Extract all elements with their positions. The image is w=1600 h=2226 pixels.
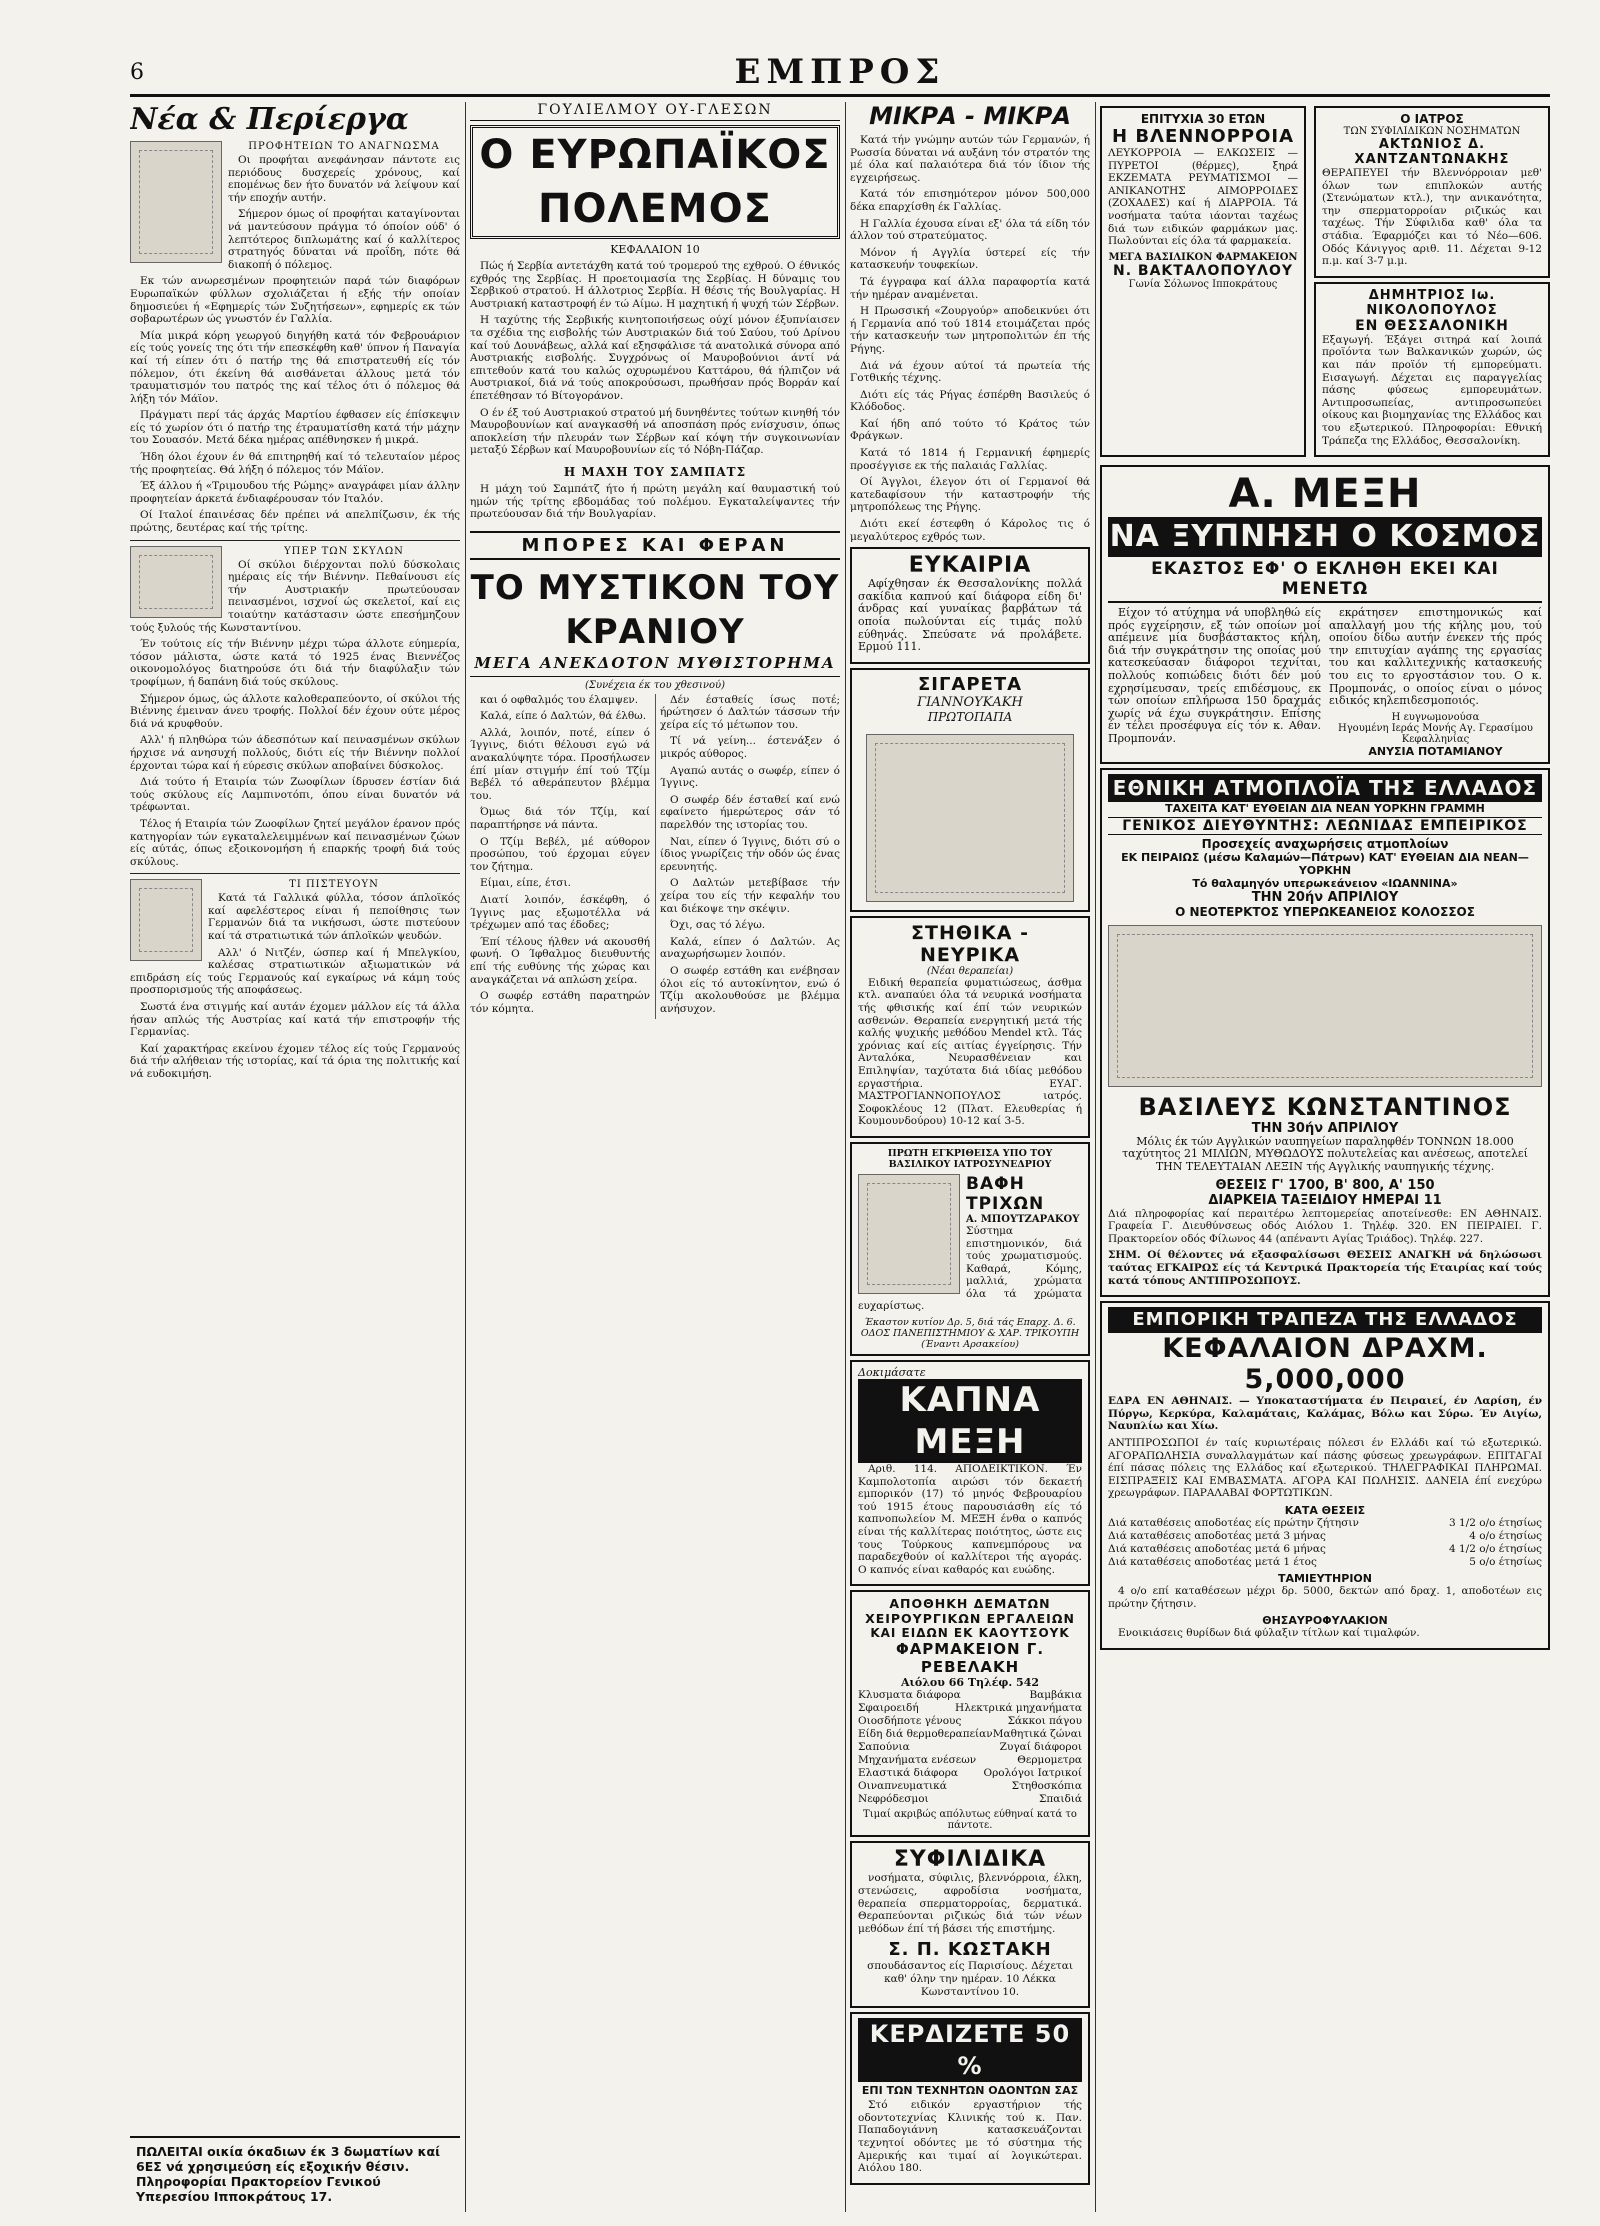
column-divider	[465, 102, 466, 2212]
story-subtitle: ΜΕΓΑ ΑΝΕΚΔΟΤΟΝ ΜΥΘΙΣΤΟΡΗΜΑ	[470, 654, 840, 677]
product-left: Ελαστικά διάφορα	[858, 1767, 958, 1780]
article-paragraph: Διότι είς τάς Ρήγας έσπέρθη Βασιλεύς ό Κλόδοδος.	[850, 388, 1090, 414]
ad-title: ΣΥΦΙΛΙΔΙΚΑ	[893, 1847, 1047, 1873]
deposit-row	[1108, 1543, 1542, 1556]
product-left: Οιναπνευματικά	[858, 1780, 947, 1793]
product-row	[858, 1715, 1082, 1728]
ad-tagline: ΠΡΩΤΟΠΑΠΑ	[927, 709, 1013, 724]
testimonial-left: Είχον τό ατύχημα νά υποβληθώ είς πρός εγχείρησιν, εξ τών οποίων μοί απέμεινε μία δυσβάστακτος κήλη, διά τήν συγκράτησιν της οποίας μού κατεσκεύασαν διάφοροι τεχνίται, πολλούς κοπιώδεις διότι δέν μού εχρησίμευσαν, τρείς επιδέσμους, εκ τών οποίων επλήρωσα 150 δραχμάς χωρίς νά έχω συγκράτησιν. Επίσης έν τέλει προσέφυγα είς τόν κ. Αθαν. Προμπονάν.	[1108, 606, 1321, 746]
dog-illustration	[130, 546, 222, 618]
product-left: Είδη διά θερμοθεραπείαν	[858, 1728, 993, 1741]
story-title: ΤΟ ΜΥΣΤΙΚΟΝ ΤΟΥ ΚΡΑΝΙΟΥ	[470, 567, 840, 652]
article-paragraph: Κατά τό 1814 ή Γερμανική έφημερίς προσέγγισε εκ τής παλαιάς Γαλλίας.	[850, 447, 1090, 472]
signature-line: Η ευγνωμονούσα	[1391, 711, 1480, 723]
ad-title: ΚΕΡΔΙΖΕΤΕ 50 %	[858, 2018, 1082, 2082]
article-paragraph: Διά τούτο ή Εταιρία τών Ζωοφίλων ίδρυσεν έστίαν διά τούς σκύλους είς Λαμπινοτόπι, όπου είναι δυνατόν νά τρέφωνται.	[130, 776, 460, 814]
product-right: Ορολόγοι Ιατρικοί	[983, 1767, 1082, 1780]
chest-nervous-ad	[850, 916, 1090, 1138]
ad-body: Αριθ. 114. ΑΠΟΔΕΙΚΤΙΚΟΝ. Έν Καμπολοτοπία αιρώσι τόν δεκαετή εμπορικόν (17) τό μηνός Φεβρουαρίου τού 1915 έτους παρουσιάσθη είς τό καπνοπωλείον Μ. ΜΕΞΗ ένθα ο καπνός είναι τής καλλίτερας ποιότητος, ώστε εις τους Τούρκους καπνεμπόρους να παραδεχθούν οί καλλίτεροι τής αγοράς. Ο καπνός είναι καθαρός και ευώδης.	[858, 1463, 1082, 1576]
story-body	[470, 694, 840, 1020]
product-right: Θερμομετρα	[1017, 1754, 1082, 1767]
ad-footer: Έκαστον κυτίον Δρ. 5, διά τάς Επαρχ. Δ. 6. ΟΔΟΣ ΠΑΝΕΠΙΣΤΗΜΙΟΥ & ΧΑΡ. ΤΡΙΚΟΥΠΗ (Έναντι Αρσακείου)	[860, 1317, 1080, 1351]
column-european-war	[470, 102, 840, 2212]
story-paragraph: Καλά, είπε ό Δαλτών, θά έλθω.	[480, 710, 647, 723]
column-divider	[1095, 102, 1096, 2212]
article-heading: ΥΠΕΡ ΤΩΝ ΣΚΥΛΩΝ	[284, 545, 404, 557]
article-paragraph: Η ταχύτης τής Σερβικής κινητοποιήσεως ούχί μόνον έξυπνίαισεν τα σχέδια της εισβολής τών Αυστριακών διά τού Σαύου, τού Δρίνου καί τού Δουνάβεως, αλλά καί εξησφάλισε τά ανατολικά σύνορα από Αυστριακής εισβολής. Συγχρόνως οί Μαυροβούνιοι άντί νά επιτεθούν κατά του καλώς οχυρωμένου Καττάρου, θά ήλπιζον νά Αυστριακοί, διά νά τούς αποκρούσωσι, πρωθήσαν πρός Βορράν καί έπετέθησαν τό Βίτογοράνον.	[470, 314, 840, 402]
section-title: ΜΙΚΡΑ - ΜΙΚΡΑ	[869, 102, 1071, 130]
ad-body: ΘΕΡΑΠΕΥΕΙ τήν Βλεννόρροιαν μεθ' όλων των επιπλοκών αυτής (Στενώματων κτλ.), την ανικανότητα, την σπερματορροίαν ριζικώς και ταχέως. Τήν Σύφιλιδα καθ' όλα τα στάδια. Έφαρμόζει και τό Νέο—606. Οδός Κάνιγγος αριθ. 11. Δέχεται 9-12 π.μ. καί 3-7 μ.μ.	[1322, 167, 1542, 268]
ad-address: Γωνία Σόλωνος Ιπποκράτους	[1128, 278, 1278, 290]
story-paragraph: Ο σωφέρ εστάθη και ενέβησαν όλοι είς τό αυτοκίνητον, ενώ ό Τζίμ ακολουθούσε με βλέμμα ανήσυχον.	[660, 964, 840, 1015]
ship-departure: ΤΗΝ 30ήν ΑΠΡΙΛΙΟΥ	[1251, 1120, 1399, 1136]
article-paragraph: Διότι εκεί έστεφθη ό Κάρολος τις ό μεγαλύτερος εχθρός των.	[850, 518, 1090, 543]
testimonial-body	[1108, 607, 1542, 758]
ad-footer: Τιμαί ακριβώς απόλυτως εύθηναί κατά το πάντοτε.	[863, 1809, 1077, 1832]
article-paragraph: Αλλ' ή πληθώρα τών άδεσπότων καί πεινασμένων σκύλων ήρχισε νά ανησυχή πολλούς, διότι είς τήν Βιέννην πολλοί έρχονται τώρα καί ή εύρεσις σκύλων αποβαίνει δύσκολος.	[130, 734, 460, 772]
product-left: Μηχανήματα ενέσεων	[858, 1754, 977, 1767]
ad-body: Αφίχθησαν έκ Θεσσαλονίκης πολλά σακίδια καπνού καί διάφορα είδη δι' άνδρας καί γυναίκας βαρβάτων τά οποία πωλούνται είς τιμάς πολύ εύθηνάς. Σπεύσατε νά προλάβετε. Ερμού 111.	[858, 577, 1082, 654]
page-number: 6	[130, 60, 144, 85]
ad-title: ΝΑ ΞΥΠΝΗΣΗ Ο ΚΟΣΜΟΣ	[1108, 517, 1542, 557]
ad-line: Τό θαλαμηγόν υπερωκεάνειον «ΙΩΑΝΝΙΝΑ»	[1192, 876, 1458, 890]
ad-address: Αιόλου 66 Τηλέφ. 542	[901, 1676, 1039, 1690]
savings-body: 4 ο/ο επί καταθέσεων μέχρι δρ. 5000, δεκτών από δραχ. 1, αποδοτέων εις πρώτην ζήτησιν.	[1108, 1584, 1542, 1610]
product-row	[858, 1728, 1082, 1741]
article-paragraph: Οί Άγγλοι, έλεγον ότι οί Γερμανοί θά κατεδαφίσουν τήν καταστροφήν τής μητροπόλεως της Ρήγης.	[850, 476, 1090, 514]
doctor-ad	[1314, 106, 1550, 278]
serial-title: Ο ΕΥΡΩΠΑΪΚΟΣ ΠΟΛΕΜΟΣ	[470, 125, 840, 239]
ad-doctor: ΑΚΤΩΝΙΟΣ Δ. ΧΑΝΤΖΑΝΤΩΝΑΚΗΣ	[1354, 137, 1510, 167]
ad-body: Σύστημα επιστημονικόν, διά τούς χρωματισμούς. Καθαρά, Κόμης, μαλλιά, χρώματα όλα τά χρώματα ευχαρίστως.	[858, 1224, 1082, 1313]
article-paragraph: Πώς ή Σερβία αντετάχθη κατά τού τρομερού της εχθρού. Ο έθνικός εχθρός της Σερβίας. Η προετοιμασία της Σερβίας. Η δύναμις του Σερβικού στρατού. Η άλλοτριος Σερβία. Η θέσις τής Βουλγαρίας. Η Αυστριακή καταστροφή έν τώ Αίμω. Η μαχητική ή ψυχή τών Σέρβων.	[470, 260, 840, 310]
article-paragraph: Σήμερον όμως οί προφήται καταγίνονται νά μαντεύσουν πράγμα τό όποίον ούδ' ό λεπτότερος διπλωμάτης καί ό καλλίτερος στρατηγός δύναται νά προΐδη, πότε θά διακοπή ό πόλεμος.	[228, 208, 460, 271]
dental-ad	[850, 2012, 1090, 2185]
hair-dye-ad	[850, 1142, 1090, 1356]
ad-subtitle: ΕΚΑΣΤΟΣ ΕΦ' Ο ΕΚΛΗΘΗ ΕΚΕΙ ΚΑΙ ΜΕΝΕΤΩ	[1108, 557, 1542, 603]
bank-ad	[1100, 1301, 1550, 1650]
deposit-rate: 3 1/2 ο/ο έτησίως	[1448, 1516, 1542, 1529]
story-paragraph: Ο σωφέρ δέν έσταθεί καί ενώ εφαίνετο ήμερώτερος σάν τό παρελθόν της ιστορίας του.	[660, 793, 840, 832]
story-paragraph: Ο Δαλτών μετεβίβασε τήν χείρα του είς τήν κεφαλήν του και διέκοψε την σκέψιν.	[660, 877, 840, 915]
ad-seller: ΜΕΓΑ ΒΑΣΙΛΙΚΟΝ ΦΑΡΜΑΚΕΙΟΝ	[1108, 251, 1298, 263]
article-paragraph: Κατά τόν επισημότερον μόνον 500,000 δέκα επαρχίσθη έκ Γαλλίας.	[850, 188, 1090, 213]
ad-brand: ΓΙΑΝΝΟΥΚΑΚΗ	[917, 694, 1023, 710]
divider	[130, 873, 460, 874]
column-divider	[845, 102, 846, 2212]
article-paragraph: Καί ήδη από τούτο τό Κράτος τών Φράγκων.	[850, 417, 1090, 443]
ad-subtitle: ΕΠΙ ΤΩΝ ΤΕΧΝΗΤΩΝ ΟΔΟΝΤΩΝ ΣΑΣ	[861, 2084, 1079, 2098]
smokers-illustration	[866, 734, 1074, 902]
article-paragraph: Ο έν έξ τού Αυστριακού στρατού μή δυνηθέντες τούτων κινηθή τόν Μαυροβουνίων καί αναγκασθή νά αποσπάση πρός ενίσχυσιν, όπως αποκλείση τήν πλευράν των Σέρβων καί κόψη τήν συγκοινωνίαν μεταξύ Σέρβων καί Μαυροβουνίων είς τό Νόβη-Πάζαρ.	[470, 406, 840, 457]
right-top-ads	[1314, 102, 1550, 461]
ad-kicker: Ο ΙΑΤΡΟΣ	[1400, 112, 1464, 126]
ad-merchant: ΔΗΜΗΤΡΙΟΣ Ιω. ΝΙΚΟΛΟΠΟΥΛΟΣ	[1366, 287, 1498, 318]
product-row	[858, 1702, 1082, 1715]
story-paragraph: και ό οφθαλμός του έλαμψεν.	[480, 693, 639, 706]
article-heading: ΤΙ ΠΙΣΤΕΥΟΥΝ	[289, 879, 379, 891]
ad-line: ΕΚ ΠΕΙΡΑΙΩΣ (μέσω Καλαμών—Πάτρων) ΚΑΤ' ΕΥΘΕΙΑΝ ΔΙΑ ΝΕΑΝ—ΥΟΡΚΗΝ	[1121, 850, 1529, 877]
ad-title: ΕΥΚΑΙΡΙΑ	[908, 553, 1032, 579]
product-left: Σφαιροειδή	[858, 1702, 919, 1715]
export-ad	[1314, 282, 1550, 457]
product-row	[858, 1754, 1082, 1767]
deposit-row	[1108, 1556, 1542, 1569]
ship-contact: Διά πληροφορίας καί περαιτέρω λεπτομερείας αποτείνεσθε: ΕΝ ΑΘΗΝΑΙΣ. Γραφεία Γ. Διευθύνσεως οδός Αιόλου 1. Τηλέφ. 320. ΕΝ ΠΕΙΡΑΙΕΙ. Γ. Πρακτορείον οδός Φίλωνος 44 (απέναντι Αγίας Τριάδος). Τηλέφ. 227.	[1108, 1207, 1542, 1245]
ocean-liner-illustration	[1108, 925, 1542, 1087]
ad-kicker: Δοκιμάσατε	[858, 1366, 926, 1380]
bank-seat: ΕΔΡΑ ΕΝ ΑΘΗΝΑΙΣ. — Υποκαταστήματα έν Πειραιεί, έν Λαρίση, έν Πύργω, Κερκύρα, Καλαμάταις, Καλάμας, Βόλω και Σύρω. Έν Αιγίω, Ναυπλίω και Χίω.	[1108, 1395, 1542, 1433]
article-paragraph: Αλλ' ό Νιτζέν, ώσπερ καί ή Μπελγκίου, καλέσας στρατιωτικών αξιωματικών νά επιδράση είς τούς Γερμανούς καί εγκαίρως νά κάμη τούς προσπορισμούς τής αποφάσεως.	[130, 946, 460, 997]
story-paragraph: Δέν έσταθείς ίσως ποτέ; ήρώτησεν ό Δαλτών τάσσων τήν χείρα είς τό μέτωπον του.	[660, 693, 840, 731]
article-paragraph: Οι προφήται ανεφάνησαν πάντοτε εις περιόδους δυσχερείς χρόνους, καί επομένως δεν ήτο δυνατόν νά λείψουν καί τήν εποχήν αυτήν.	[228, 154, 460, 204]
product-right: Στηθοσκόπια	[1011, 1780, 1082, 1793]
gonorrhea-ad	[1100, 106, 1306, 457]
ad-line: Προσεχείς αναχωρήσεις ατμοπλοίων	[1201, 836, 1449, 851]
article-paragraph: Τά έγγραφα καί άλλα παραφορτία κατά τήν ημέραν αναμένεται.	[850, 275, 1090, 301]
story-banner: ΜΠΟΡΕΣ ΚΑΙ ΦΕΡΑΝ	[470, 531, 840, 560]
ship-name: ΒΑΣΙΛΕΥΣ ΚΩΝΣΤΑΝΤΙΝΟΣ	[1138, 1092, 1512, 1121]
product-row	[858, 1767, 1082, 1780]
product-row	[858, 1741, 1082, 1754]
article-paragraph: Κατά τήν γνώμην αυτών τών Γερμανών, ή Ρωσσία δύναται νά αυξάνη τόν στρατόν της μέ όλα καί παλαιότερα διά τόν ίδιον τής εγχειρήσεως.	[850, 134, 1090, 184]
product-right: Βαμβάκια	[1029, 1689, 1082, 1702]
story-paragraph: Ο σωφέρ εστάθη παρατηρών τόν κόμητα.	[470, 990, 650, 1015]
story-continuation: (Συνέχεια έκ του χθεσινού)	[585, 679, 725, 691]
product-right: Σάκκοι πάγου	[1007, 1715, 1082, 1728]
product-row	[858, 1780, 1082, 1793]
article-paragraph: Διά νά έχουν αύτοί τά πρωτεία τής Γοτθικής τέχνης.	[850, 359, 1090, 385]
deposit-row	[1108, 1517, 1542, 1530]
steamship-ad	[1100, 768, 1550, 1297]
ad-kicker: ΕΠΙΤΥΧΙΑ 30 ΕΤΩΝ	[1140, 112, 1266, 126]
deposit-term: Διά καταθέσεις αποδοτέας μετά 6 μήνας	[1108, 1542, 1326, 1555]
article-paragraph: Κατά τά Γαλλικά φύλλα, τόσον άπλοϊκός καί αφελέστερος είναι ή πεποίθησις των Γερμανών διά τα νικήσωσι, ώστε πιστεύουν καί τά στρατιωτικά τών άπλοϊκών ψευδών.	[208, 892, 460, 943]
article-paragraph: Σωστά ένα στιγμής καί αυτάν έχομεν μάλλον είς τά άλλα ήσαν απλώς τής Αυστρίας καί κατά τήν επιστροφήν τής Γερμανίας.	[130, 1001, 460, 1039]
testimonial-right: εκράτησεν επιστημονικώς καί απαλλαγή μου τής κήλης μου, τού οποίου δίδω αυτήν ένεκεν τής πρός την επιτυχίαν αγάπης της εργασίας του και καλλιτεχνικής κατασκευής του εις το εργοστάσιον του. Ο κ. Προμπονάς, ο οποίος είναι ο μόνος ειδικός κηλεπιδεσμοποιός.	[1329, 606, 1542, 708]
opportunity-ad	[850, 547, 1090, 664]
ad-director: ΓΕΝΙΚΟΣ ΔΙΕΥΘΥΝΤΗΣ: ΛΕΩΝΙΔΑΣ ΕΜΠΕΙΡΙΚΟΣ	[1108, 817, 1542, 835]
ad-body: Εξαγωγή. Έξάγει σιτηρά καί λοιπά προϊόντα των Βαλκανικών χωρών, ώς και πάν προϊόν τή εμπορεύματι. Εισαγωγή. Δέχεται εις παραγγελίας πάσης φύσεως εμπορευμάτων. Αντιπροσωπείας, αντιπροσωπεύει οίκους και βιομηχανίας της Ελλάδος και του εξωτερικού. Πληροφορίαι: Εθνική Τράπεζα της Ελλάδος, Θεσσαλονίκη.	[1322, 333, 1542, 447]
ad-title: ΒΑΦΗ ΤΡΙΧΩΝ	[966, 1173, 1045, 1214]
ad-specialty: ΤΩΝ ΣΥΦΙΛΙΔΙΚΩΝ ΝΟΣΗΜΑΤΩΝ	[1343, 126, 1521, 137]
article-paragraph: Πράγματι περί τάς άρχάς Μαρτίου έφθασεν είς έπίσκεψιν είς τό χωρίον ότι ό πατήρ της έτραυματίσθη κατά τήν μάχην του Σουασόν. Μετά δέκα ημέρας απέθνησκεν ή μικρά.	[130, 409, 460, 447]
bank-capital: ΚΕΦΑΛΑΙΟΝ ΔΡΑΧΜ. 5,000,000	[1162, 1333, 1488, 1396]
article-paragraph: Έν τούτοις είς τήν Βιέννην μέχρι τώρα άλλοτε εύημερία, τόσον μάλιστα, ώστε κατά τό 1925 ένας Βιεννέζος οικονομολόγος διατηρούσε ότι διά τήν διαφύλαξιν τών τροφίμων, ή δαπάνη διά τούς σκύλους.	[130, 638, 460, 688]
article-paragraph: Μόνον ή Αγγλία ύστερεί είς τήν κατασκευήν τουφεκίων.	[850, 246, 1090, 272]
product-right: Μαθητικά ζώναι	[992, 1728, 1082, 1741]
product-left: Νεφρόδεσμοι	[858, 1793, 929, 1806]
article-paragraph: Καί χαρακτήρας εκείνου έχομεν τέλος είς τούς Γερμανούς διά τήν αλήθειαν τής ιστορίας, καί τά όρια της πολιτικής καί νά ευδοκιμήση.	[130, 1042, 460, 1080]
savings-heading: ΤΑΜΙΕΥΤΗΡΙΟΝ	[1278, 1571, 1372, 1585]
ship-fares: ΘΕΣΕΙΣ Γ' 1700, Β' 800, Α' 150	[1215, 1177, 1435, 1193]
section-title: Νέα & Περίεργα	[130, 102, 409, 137]
deposit-rate: 4 ο/ο έτησίως	[1469, 1529, 1542, 1542]
story-paragraph: Καλά, είπεν ό Δαλτών. Ας αναχωρήσωμεν λοιπόν.	[660, 935, 840, 961]
deposit-term: Διά καταθέσεις αποδοτέας μετά 1 έτος	[1108, 1555, 1317, 1568]
ad-doctor: Σ. Π. ΚΩΣΤΑΚΗ	[888, 1939, 1052, 1961]
story-paragraph: Ναι, είπεν ό Ίγγινς, διότι σύ ο ίδιος γνωρίζεις τήν οδόν ώς ένας ερευνητής.	[660, 835, 840, 873]
ad-title: ΕΘΝΙΚΗ ΑΤΜΟΠΛΟΪΑ ΤΗΣ ΕΛΛΑΔΟΣ	[1108, 774, 1542, 802]
product-row	[858, 1689, 1082, 1702]
deposit-rate: 4 1/2 ο/ο έτησίως	[1448, 1542, 1542, 1555]
ad-maker: Α. ΜΠΟΥΤΖΑΡΑΚΟΥ	[966, 1213, 1080, 1225]
safes-heading: ΘΗΣΑΥΡΟΦΥΛΑΚΙΟΝ	[1262, 1614, 1388, 1628]
newspaper-title: ΕΜΠΡΟΣ	[734, 52, 946, 92]
ad-title: ΚΑΠΝΑ ΜΕΞΗ	[858, 1379, 1082, 1463]
classified-ad	[130, 2136, 460, 2208]
ad-city: ΕΝ ΘΕΣΣΑΛΟΝΙΚΗ	[1355, 317, 1509, 334]
story-paragraph: Διατί λοιπόν, έσκέφθη, ό Ίγγινς μας εξωμοτέλλα νά τρέχωμεν από τας έδοδες;	[470, 894, 650, 932]
article-paragraph: Η Γαλλία έχουσα είναι εξ' όλα τά είδη τόν άλλον τού στρατεύματος.	[850, 217, 1090, 243]
product-left: Σαπούνια	[858, 1741, 910, 1754]
column-small-news-and-ads	[850, 102, 1090, 2212]
deposit-term: Διά καταθέσεις αποδοτέας είς πρώτην ζήτησιν	[1108, 1516, 1359, 1529]
article-paragraph: Έξ άλλου ή «Τριμουδου τής Ρώμης» αναγράφει μίαν άλλην προφητείαν άρκετά ένδιαφέρουσαν τόν Ιταλόν.	[130, 480, 460, 505]
signature-title: Ηγουμένη Ιεράς Μονής Αγ. Γερασίμου Κεφαλληνίας	[1337, 722, 1534, 745]
ad-subtitle: ΚΑΙ ΕΙΔΩΝ ΕΚ ΚΑΟΥΤΣΟΥΚ	[870, 1626, 1070, 1641]
article-heading: ΠΡΟΦΗΤΕΙΩΝ ΤΟ ΑΝΑΓΝΩΣΜΑ	[248, 141, 440, 152]
story-paragraph: Αλλά, λοιπόν, ποτέ, είπεν ό Ίγγινς, διότι θέλουσι εγώ νά ανακαλύψητε τόρα. Προσήλωσεν έπί μίαν στιγμήν έπί τού Τζίμ Βεβέλ τό αθεράπευτον βλέμμα του.	[470, 726, 650, 802]
story-paragraph: Τί νά γείνη... έστενάξεν ό μικρός αύθορος.	[660, 735, 840, 761]
ad-approval: ΠΡΩΤΗ ΕΓΚΡΙΘΕΙΣΑ ΥΠΟ ΤΟΥ ΒΑΣΙΛΙΚΟΥ ΙΑΤΡΟΣΥΝΕΔΡΙΟΥ	[887, 1147, 1053, 1170]
ad-pharmacist: Ν. ΒΑΚΤΑΛΟΠΟΥΛΟΥ	[1112, 262, 1293, 279]
signature-name: ΑΝΥΣΙΑ ΠΟΤΑΜΙΑΝΟΥ	[1368, 744, 1503, 758]
chapter-label: ΚΕΦΑΛΑΙΟΝ 10	[610, 243, 700, 256]
story-paragraph: Είμαι, είπε, έτσι.	[480, 877, 571, 890]
tobacco-ad	[850, 1360, 1090, 1586]
ship-description: Μόλις έκ τών Αγγλικών ναυπηγείων παραληφθέν ΤΟΝΝΩΝ 18.000 ταχύτητος 21 ΜΙΛΙΩΝ, ΜΥΘΩΔΟΥΣ πολυτελείας και ανέσεως, αποτελεί ΤΗΝ ΤΕΛΕΥΤΑΙΑΝ ΛΕΞΙΝ τής Αγγλικής ναυπηγικής τέχνης.	[1122, 1134, 1528, 1174]
article-paragraph: Ήδη όλοι έχουν έν θά επιτηρηθή καί τό τελευταίον μέρος τής προφητείας. Θά λήξη ό πόλεμος τόν Μάϊον.	[130, 451, 460, 476]
ad-title: ΣΤΗΘΙΚΑ - ΝΕΥΡΙΚΑ	[911, 921, 1029, 966]
ad-body: Στό ειδικόν εργαστήριον τής οδοντοτεχνίας Κλινικής τού κ. Παν. Παπαδογιάννη κατασκευάζονται τεχνητοί οδόντες με τό σύστημα τής Αμερικής και τιμαί αί λογικώτεραι. Αιόλου 180.	[858, 2099, 1082, 2175]
column-advertisements	[1100, 102, 1550, 2212]
cigarette-ad	[850, 668, 1090, 912]
ad-address: σπουδάσαντος είς Παρισίους. Δέχεται καθ' όλην την ημέραν. 10 Λέκκα Κωνσταντίνου 10.	[867, 1960, 1073, 1998]
article-paragraph: Η μάχη τού Σαμπάτζ ήτο ή πρώτη μεγάλη καί θαυμαστική τού ημών τής τρίτης εβδομάδας τού πολέμου. Εγκαταλείψαντες τήν πρωτεύουσαν διά τήν Βουλγαρίαν.	[470, 482, 840, 521]
article-paragraph: Τέλος ή Εταιρία τών Ζωοφίλων ζητεί μεγάλον έρανον πρός κατηγορίαν τών εγκαταλελειμμένων καί πεινασμένων ζώων είς αύτάς, όπως εξοικονομήση ή επαρκής τροφή διά τούς σκύλους.	[130, 817, 460, 868]
bank-name: ΕΜΠΟΡΙΚΗ ΤΡΑΠΕΖΑ ΤΗΣ ΕΛΛΑΔΟΣ	[1108, 1307, 1542, 1333]
ship-duration: ΔΙΑΡΚΕΙΑ ΤΑΞΕΙΔΙΟΥ ΗΜΕΡΑΙ 11	[1208, 1192, 1442, 1208]
article-paragraph: Η Πρωσσική «Ζουργούρ» αποδεικνύει ότι ή Γερμανία από τού 1814 ετοιμάζεται πρός τήν κατασκευήν των μητροπολιτών έπ τής Ρήγης.	[850, 305, 1090, 355]
safes-body: Ενοικιάσεις θυρίδων διά φύλαξιν τίτλων καί τιμαλφών.	[1118, 1627, 1420, 1640]
ad-title: Η ΒΛΕΝΝΟΡΡΟΙΑ	[1111, 126, 1295, 147]
deposit-rate: 5 ο/ο έτησίως	[1469, 1555, 1542, 1568]
product-row	[858, 1793, 1082, 1806]
hernia-testimonial-ad	[1100, 465, 1550, 764]
rooster-illustration	[130, 879, 202, 961]
masthead	[130, 52, 1550, 92]
ad-title: ΑΠΟΘΗΚΗ ΔΕΜΑΤΩΝ ΧΕΙΡΟΥΡΓΙΚΩΝ ΕΡΓΑΛΕΙΩΝ	[865, 1596, 1075, 1627]
story-paragraph: Όχι, σας τό λέγω.	[670, 919, 766, 932]
ship-note: ΣΗΜ. Οί θέλοντες νά εξασφαλίσωσι ΘΕΣΕΙΣ ΑΝΑΓΚΗ νά δηλώσωσι ταύτας ΕΓΚΑΙΡΩΣ είς τά Κεντρικά Πρακτορεία τής Εταιρίας καί τούς κατά τόπους ΑΝΤΙΠΡΟΣΩΠΟΥΣ.	[1108, 1249, 1542, 1287]
product-left: Κλυσματα διάφορα	[858, 1689, 961, 1702]
ad-line: Ο ΝΕΟΤΕΡΚΤΟΣ ΥΠΕΡΩΚΕΑΝΕΙΟΣ ΚΟΛΟΣΣΟΣ	[1175, 904, 1475, 919]
pharmacy-ad	[850, 1590, 1090, 1837]
bank-services: ΑΝΤΙΠΡΟΣΩΠΟΙ έν ταίς κυριωτέραις πόλεσι έν Ελλάδι καί τώ εξωτερικώ. ΑΓΟΡΑΠΩΛΗΣΙΑ συναλλαγμάτων καί πάσης φύσεως χρεωγράφων. ΕΠΙΤΑΓΑΙ έπί πάσας πόλεις της Ελλάδος καί εξωτερικού. ΤΗΛΕΓΡΑΦΙΚΑΙ ΠΛΗΡΩΜΑΙ. ΕΙΣΠΡΑΞΕΙΣ ΚΑΙ ΕΜΒΑΣΜΑΤΑ. ΑΓΟΡΑ ΚΑΙ ΠΩΛΗΣΙΣ. ΔΑΝΕΙΑ έπί ενεχύρω χρεωγράφων. ΠΑΡΑΛΑΒΑΙ ΦΟΡΤΩΤΙΚΩΝ.	[1108, 1436, 1542, 1500]
article-paragraph: Οί Ιταλοί έπαινέσας δέν πρέπει νά απελπίζωσιν, έκ τής πρώτης, δευτέρας καί τής τρίτης.	[130, 509, 460, 535]
subheading: Η ΜΑΧΗ ΤΟΥ ΣΑΜΠΑΤΣ	[563, 464, 747, 479]
deposit-row	[1108, 1530, 1542, 1543]
story-paragraph: Έπί τέλους ήλθεν νά ακουσθή φωνή. Ο Ίφθαλμος διευθυντής επί τής ευθύνης τής χώρας και αναγκάζεται νά απλώση χείρα.	[470, 935, 650, 986]
ad-route: ΤΑΧΕΙΤΑ ΚΑΤ' ΕΥΘΕΙΑΝ ΔΙΑ ΝΕΑΝ ΥΟΡΚΗΝ ΓΡΑΜΜΗ	[1165, 801, 1485, 815]
peacock-illustration	[130, 141, 222, 263]
divider	[130, 540, 460, 541]
ad-pharmacy-name: ΦΑΡΜΑΚΕΙΟΝ Γ. ΡΕΒΕΛΑΚΗ	[895, 1640, 1045, 1677]
ad-name: Α. ΜΕΞΗ	[1228, 471, 1422, 518]
masthead-rule	[130, 94, 1550, 97]
article-paragraph: Οί σκύλοι διέρχονται πολύ δύσκολαις ημέραις είς τήν Βιέννην. Πεθαίνουσι είς τήν Αυστριακήν πρωτεύουσαν πεινασμένοι, ισχνοί ώς σκελετοί, καί εις τοιαύτην κατάστασιν ώστε επεσήμηζουν τούς ξυλούς τής Κωνσταντίνου.	[130, 558, 460, 634]
article-paragraph: Εκ τών ανωρεσμένων προφητειών παρά τών διαφόρων Ευρωπαϊκών φύλλων σχολιάζεται ή εξής τήν οποίαν δημοσιεύει ή «Εφημερίς τών Συζητήσεων», εφημερίς εκ τών σοβαρωτέρων ώς γνωστόν έν Γαλλία.	[130, 275, 460, 326]
product-right: Ηλεκτρικά μηχανήματα	[955, 1702, 1082, 1715]
product-right: Σπαιδιά	[1038, 1793, 1082, 1806]
testimonial-right-block	[1329, 607, 1542, 758]
product-left: Οιοσδήποτε γένους	[858, 1715, 962, 1728]
article-paragraph: Μία μικρά κόρη γεωργού διηγήθη κατά τόν Φεβρουάριον είς τούς γονείς της ότι τήν επεσκέφθη καθ' ύπνον ή Παναγία καί τή είπεν ότι ό πατήρ της θά επιστρατευθή είς τόν πόλεμον, ότι έκείνη θά αισθάνεται άλλους μετά τόν τραυματισμόν του πατρός της καί τέλος ότι ό πόλεμος θά λήξη τόν Μάϊον.	[130, 329, 460, 405]
syphilis-ad	[850, 1841, 1090, 2008]
column-news-curiosities	[130, 102, 460, 2212]
article-paragraph: Σήμερον όμως, ώς άλλοτε καλοθεραπεύοντο, οί σκύλοι τής Βιέννης έμειναν άνευ τροφής. Πολλοί δέν έχουν ούτε μέρος διά νά κρυφθούν.	[130, 692, 460, 730]
story-paragraph: Αγαπώ αυτάς ο σωφέρ, είπεν ό Ίγγινς.	[660, 764, 840, 790]
ad-line: ΤΗΝ 20ήν ΑΠΡΙΛΙΟΥ	[1251, 889, 1399, 905]
deposits-heading: ΚΑΤΑ ΘΕΣΕΙΣ	[1284, 1503, 1366, 1517]
ad-title: ΣΙΓΑΡΕΤΑ	[917, 673, 1023, 695]
classified-text: ΠΩΛΕΙΤΑΙ οικία όκαδιων έκ 3 δωματίων καί 6ΕΣ νά χρησιμεύση είς εξοχικήν θέσιν. Πληροφορίαι Πρακτορείον Γενικού Υπερεσίου Ιπποκράτους 17.	[136, 2144, 440, 2204]
ad-subtitle: (Νέαι θεραπείαι)	[926, 965, 1014, 977]
ad-body: ΛΕΥΚΟΡΡΟΙΑ — ΕΛΚΩΣΕΙΣ — ΠΥΡΕΤΟΙ (θέρμες), ξηρά ΕΚΖΕΜΑΤΑ ΡΕΥΜΑΤΙΣΜΟΙ — ΑΝΙΚΑΝΟΤΗΣ ΑΙΜΟΡΡΟΙΔΕΣ (ΖΟΧΑΔΕΣ) καί ή ΔΙΑΡΡΟΙΑ. Τά νοσήματα ταύτα ιάονται ταχέως διά των ειδικών φαρμάκων μας. Πωλούνται είς όλα τά φαρμακεία.	[1108, 147, 1298, 248]
top-ads-row	[1100, 102, 1550, 461]
deposit-term: Διά καταθέσεις αποδοτέας μετά 3 μήνας	[1108, 1529, 1326, 1542]
serial-author: ΓΟΥΛΙΕΛΜΟΥ ΟΥ-ΓΛΕΣΩΝ	[470, 102, 840, 121]
story-paragraph: Ο Τζίμ Βεβέλ, μέ αύθορον προσώπου, τού έρχομαι εύγεν τον ζήτημα.	[470, 835, 650, 873]
product-right: Ζυγαί διάφοροι	[999, 1741, 1082, 1754]
ad-body: Ειδική θεραπεία φυματιώσεως, άσθμα κτλ. αναπαύει όλα τά νευρικά νοσήματα τής φθισικής καί έπί τών νευρικών ασθενών. Θεραπεία ενεργητική μετά τής καλής ψυχικής μεθόδου Mendel κτλ. Τάς χρόνιας καί είς αιτίας έγγείρησις. Τήν Ανταλόκα, Νευρασθένειαν και Επιληψίαν, ταχύτατα διά ιδίας μεθόδου εργαστήρια. ΕΥΑΓ. ΜΑΣΤΡΟΓΙΑΝΝΟΠΟΥΛΟΣ ιατρός. Σοφοκλέους 12 (Πλατ. Ελευθερίας ή Κουμουνδούρου) 10-12 καί 3-5.	[858, 976, 1082, 1128]
ad-body: νοσήματα, σύφιλις, βλεννόρροια, έλκη, στενώσεις, αφροδίσια νοσήματα, θεραπεία σπερματορροίας, δερματικά. Θεραπεύονται ριζικώς διά τών νέων μεθόδων έπί τή βάσει τής επιστήμης.	[858, 1872, 1082, 1935]
story-paragraph: Όμως διά τόν Τζίμ, καί παραπτήρησε νά πάντα.	[470, 806, 650, 832]
woman-portrait-illustration	[858, 1174, 960, 1294]
